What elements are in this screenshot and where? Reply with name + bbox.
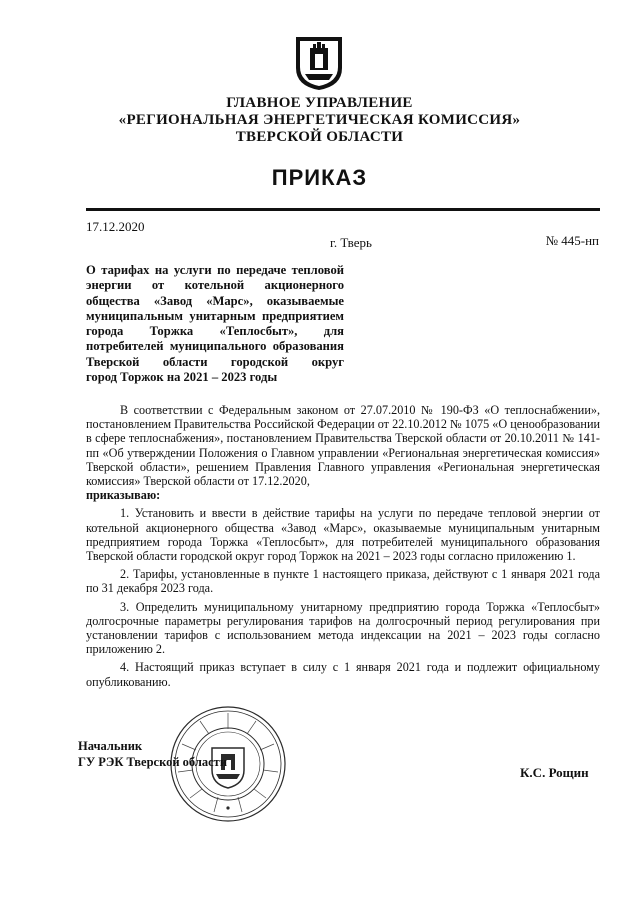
item-1-paragraph: 1. Установить и ввести в действие тарифы на услуги по передаче тепловой энергии от котельной акционерного общества «Завод «Марс», оказываемые муниципальным унитарным предприятием города Торжка «Теплосбыт», для потребителей муниципального образования Тверской области городской округ город Торжок на 2021 – 2023 годы согласно приложению 1. <box>86 506 600 564</box>
item-2-paragraph: 2. Тарифы, установленные в пункте 1 настоящего приказа, действуют с 1 января 2021 года по 31 декабря 2023 года. <box>86 567 600 596</box>
header-line-1: ГЛАВНОЕ УПРАВЛЕНИЕ <box>226 95 413 111</box>
item-4-paragraph: 4. Настоящий приказ вступает в силу с 1 января 2021 года и подлежит официальному опубликованию. <box>86 660 600 689</box>
signatory-name: К.С. Рощин <box>520 765 589 780</box>
document-type-title: ПРИКАЗ <box>271 165 368 190</box>
signatory-title-line-2: ГУ РЭК Тверской области <box>78 755 228 769</box>
item-3-paragraph: 3. Определить муниципальному унитарному предприятию города Торжка «Теплосбыт» долгосрочные параметры регулирования тарифов на долгосрочный период регулирования при установлении тарифов с использованием метода индексации на 2021 – 2023 годы согласно приложению 2. <box>86 599 600 657</box>
order-word: приказываю: <box>86 488 161 503</box>
authority-header <box>0 95 639 146</box>
order-date: 17.12.2020 <box>86 219 145 234</box>
signatory-title-line-1: Начальник <box>78 739 143 753</box>
order-number: № 445-нп <box>545 233 599 248</box>
subject-last-line: город Торжок на 2021 – 2023 годы <box>86 370 278 385</box>
order-subject <box>86 263 344 385</box>
preamble-paragraph: В соответствии с Федеральным законом от 27.07.2010 № 190-ФЗ «О теплоснабжении», постановлением Правительства Российской Федерации от 22.10.2012 № 1075 «О ценообразовании в сфере теплоснабжения», постановлением Правительства Тверской области от 20.10.2011 № 141-пп «Об утверждении Положения о Главном управлении «Региональная энергетическая комиссия» Тверской области», решением Правления Главного управления «Региональная энергетическая комиссия» Тверской области от 17.12.2020, <box>86 403 600 489</box>
order-body <box>86 403 600 689</box>
signatory-title <box>78 738 227 770</box>
subject-text: О тарифах на услуги по передаче тепловой энергии от котельной акционерного общества «Завод «Марс», оказываемые муниципальным унитарным предприятием города Торжка «Теплосбыт», для потребителей муниципального образования Тверской области городской округ <box>86 263 344 369</box>
order-city: г. Тверь <box>330 235 372 250</box>
header-line-3: ТВЕРСКОЙ ОБЛАСТИ <box>235 129 404 145</box>
header-line-2: «РЕГИОНАЛЬНАЯ ЭНЕРГЕТИЧЕСКАЯ КОМИССИЯ» <box>118 112 521 128</box>
coat-of-arms-icon <box>293 34 345 92</box>
header-divider <box>86 208 600 211</box>
